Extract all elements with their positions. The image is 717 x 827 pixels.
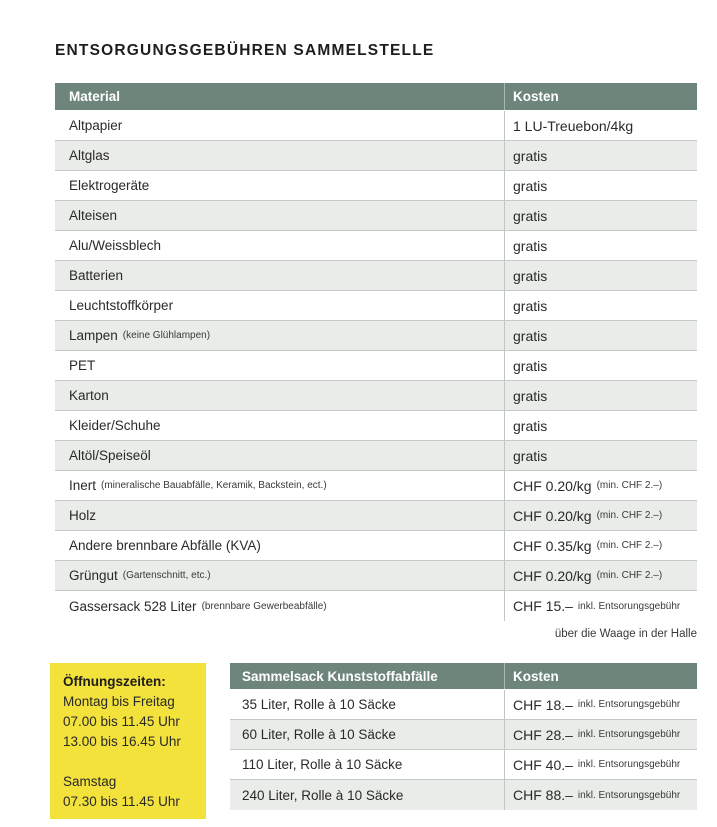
cost-cell xyxy=(505,231,697,260)
material-label: Alu/Weissblech xyxy=(69,238,162,253)
cost-cell xyxy=(505,690,697,719)
sack-table-header-row xyxy=(230,663,697,690)
material-cell xyxy=(55,111,505,140)
cost-note: inkl. Entsorungsgebühr xyxy=(577,759,681,770)
fees-table-body xyxy=(55,111,697,621)
material-cell xyxy=(55,231,505,260)
material-label: Karton xyxy=(69,388,109,403)
opening-hours-title: Öffnungszeiten: xyxy=(63,674,166,689)
cost-note: inkl. Entsorungsgebühr xyxy=(577,729,681,740)
cost-label: gratis xyxy=(513,177,548,194)
material-label: Leuchtstoffkörper xyxy=(69,298,174,313)
sack-item-cell xyxy=(230,690,505,719)
cost-label: gratis xyxy=(513,327,548,344)
cost-note: inkl. Entsorungsgebühr xyxy=(577,699,681,710)
opening-hours-line: 07.00 bis 11.45 Uhr xyxy=(63,714,180,729)
cost-label: gratis xyxy=(513,357,548,374)
cost-cell xyxy=(505,171,697,200)
cost-label: CHF 0.20/kg xyxy=(513,507,592,524)
material-cell xyxy=(55,531,505,560)
sack-item-label: 110 Liter, Rolle à 10 Säcke xyxy=(242,757,403,772)
cost-label: gratis xyxy=(513,267,548,284)
cost-cell xyxy=(505,780,697,810)
cost-cell xyxy=(505,351,697,380)
cost-note: (min. CHF 2.–) xyxy=(596,480,663,491)
table-row xyxy=(55,591,697,621)
opening-hours-line: 07.30 bis 11.45 Uhr xyxy=(63,794,180,809)
cost-note: (min. CHF 2.–) xyxy=(596,570,663,581)
cost-label: 1 LU-Treuebon/4kg xyxy=(513,117,634,134)
cost-label: CHF 28.– xyxy=(513,726,573,743)
table-row xyxy=(230,750,697,780)
cost-label: gratis xyxy=(513,447,548,464)
table-row xyxy=(55,321,697,351)
cost-cell xyxy=(505,291,697,320)
material-note: (Gartenschnitt, etc.) xyxy=(122,570,211,581)
sack-item-cell xyxy=(230,720,505,749)
material-label: Batterien xyxy=(69,268,124,283)
material-cell xyxy=(55,471,505,500)
material-label: Alteisen xyxy=(69,208,118,223)
material-cell xyxy=(55,171,505,200)
cost-label: gratis xyxy=(513,237,548,254)
table-row xyxy=(230,780,697,810)
cost-cell xyxy=(505,381,697,410)
cost-label: gratis xyxy=(513,387,548,404)
material-cell xyxy=(55,381,505,410)
cost-cell xyxy=(505,441,697,470)
cost-cell xyxy=(505,141,697,170)
material-cell xyxy=(55,561,505,590)
material-label: Altglas xyxy=(69,148,110,163)
table-row xyxy=(55,411,697,441)
cost-label: gratis xyxy=(513,207,548,224)
sack-item-label: 60 Liter, Rolle à 10 Säcke xyxy=(242,727,396,742)
table-row xyxy=(55,171,697,201)
sack-table xyxy=(230,663,697,810)
table-row xyxy=(55,291,697,321)
table-row xyxy=(55,231,697,261)
sack-table-body xyxy=(230,690,697,810)
cost-label: gratis xyxy=(513,147,548,164)
cost-note: (min. CHF 2.–) xyxy=(596,510,663,521)
cost-cell xyxy=(505,111,697,140)
sack-item-cell xyxy=(230,750,505,779)
material-cell xyxy=(55,441,505,470)
fees-table xyxy=(55,83,697,621)
material-label: Lampen xyxy=(69,328,118,343)
cost-label: CHF 15.– xyxy=(513,598,573,614)
material-label: Grüngut xyxy=(69,568,118,583)
table-row xyxy=(55,261,697,291)
material-label: Gassersack 528 Liter xyxy=(69,598,197,614)
table-row xyxy=(55,201,697,231)
cost-cell xyxy=(505,720,697,749)
material-note: (keine Glühlampen) xyxy=(122,330,211,341)
cost-note: (min. CHF 2.–) xyxy=(596,540,663,551)
opening-hours-lines xyxy=(63,692,200,812)
material-note: (brennbare Gewerbeabfälle) xyxy=(201,600,327,612)
material-label: Altpapier xyxy=(69,118,123,133)
cost-cell xyxy=(505,321,697,350)
table-row xyxy=(55,381,697,411)
opening-hours-line: Montag bis Freitag xyxy=(63,694,175,709)
fees-table-header-cost: Kosten xyxy=(513,89,559,104)
cost-label: CHF 40.– xyxy=(513,756,573,773)
opening-hours-line xyxy=(63,752,200,772)
material-label: PET xyxy=(69,358,96,373)
cost-label: CHF 0.20/kg xyxy=(513,477,592,494)
material-cell xyxy=(55,141,505,170)
table-row xyxy=(55,441,697,471)
cost-label: gratis xyxy=(513,417,548,434)
sack-table-header-item: Sammelsack Kunststoffabfälle xyxy=(230,663,505,689)
material-cell xyxy=(55,351,505,380)
table-row xyxy=(55,561,697,591)
cost-cell xyxy=(505,501,697,530)
material-note: (mineralische Bauabfälle, Keramik, Backstein, ect.) xyxy=(101,480,327,491)
material-cell xyxy=(55,411,505,440)
material-label: Andere brennbare Abfälle (KVA) xyxy=(69,538,261,553)
table-row xyxy=(55,351,697,381)
table-row xyxy=(230,690,697,720)
cost-label: gratis xyxy=(513,297,548,314)
cost-cell xyxy=(505,201,697,230)
cost-label: CHF 88.– xyxy=(513,787,573,803)
material-label: Inert xyxy=(69,478,97,493)
material-cell xyxy=(55,201,505,230)
cost-cell xyxy=(505,531,697,560)
sack-table-header-cost: Kosten xyxy=(513,668,559,684)
cost-cell xyxy=(505,750,697,779)
cost-cell xyxy=(505,411,697,440)
fees-table-header-row xyxy=(55,83,697,111)
cost-cell xyxy=(505,261,697,290)
opening-hours-line: 13.00 bis 16.45 Uhr xyxy=(63,734,181,749)
material-cell xyxy=(55,501,505,530)
table-row xyxy=(230,720,697,750)
material-cell xyxy=(55,321,505,350)
cost-cell xyxy=(505,471,697,500)
material-cell xyxy=(55,261,505,290)
material-label: Kleider/Schuhe xyxy=(69,418,161,433)
table-row xyxy=(55,531,697,561)
sack-item-label: 35 Liter, Rolle à 10 Säcke xyxy=(242,697,396,712)
table-row xyxy=(55,501,697,531)
table-row xyxy=(55,111,697,141)
page-title: ENTSORGUNGSGEBÜHREN SAMMELSTELLE xyxy=(55,42,435,59)
material-cell xyxy=(55,291,505,320)
cost-note: inkl. Entsorungsgebühr xyxy=(577,600,681,612)
cost-label: CHF 0.35/kg xyxy=(513,537,592,554)
table-row xyxy=(55,471,697,501)
sack-item-cell xyxy=(230,780,505,810)
table-row xyxy=(55,141,697,171)
opening-hours-box xyxy=(50,663,206,819)
material-cell xyxy=(55,591,505,621)
opening-hours-line: Samstag xyxy=(63,774,117,789)
cost-note: inkl. Entsorungsgebühr xyxy=(577,789,681,801)
cost-label: CHF 0.20/kg xyxy=(513,567,592,584)
material-label: Altöl/Speiseöl xyxy=(69,448,151,463)
sack-item-label: 240 Liter, Rolle à 10 Säcke xyxy=(242,787,404,803)
scale-footnote: über die Waage in der Halle xyxy=(554,628,697,640)
fees-table-header-material: Material xyxy=(55,83,505,110)
cost-label: CHF 18.– xyxy=(513,696,573,713)
cost-cell xyxy=(505,591,697,621)
material-label: Holz xyxy=(69,508,97,523)
cost-cell xyxy=(505,561,697,590)
material-label: Elektrogeräte xyxy=(69,178,150,193)
